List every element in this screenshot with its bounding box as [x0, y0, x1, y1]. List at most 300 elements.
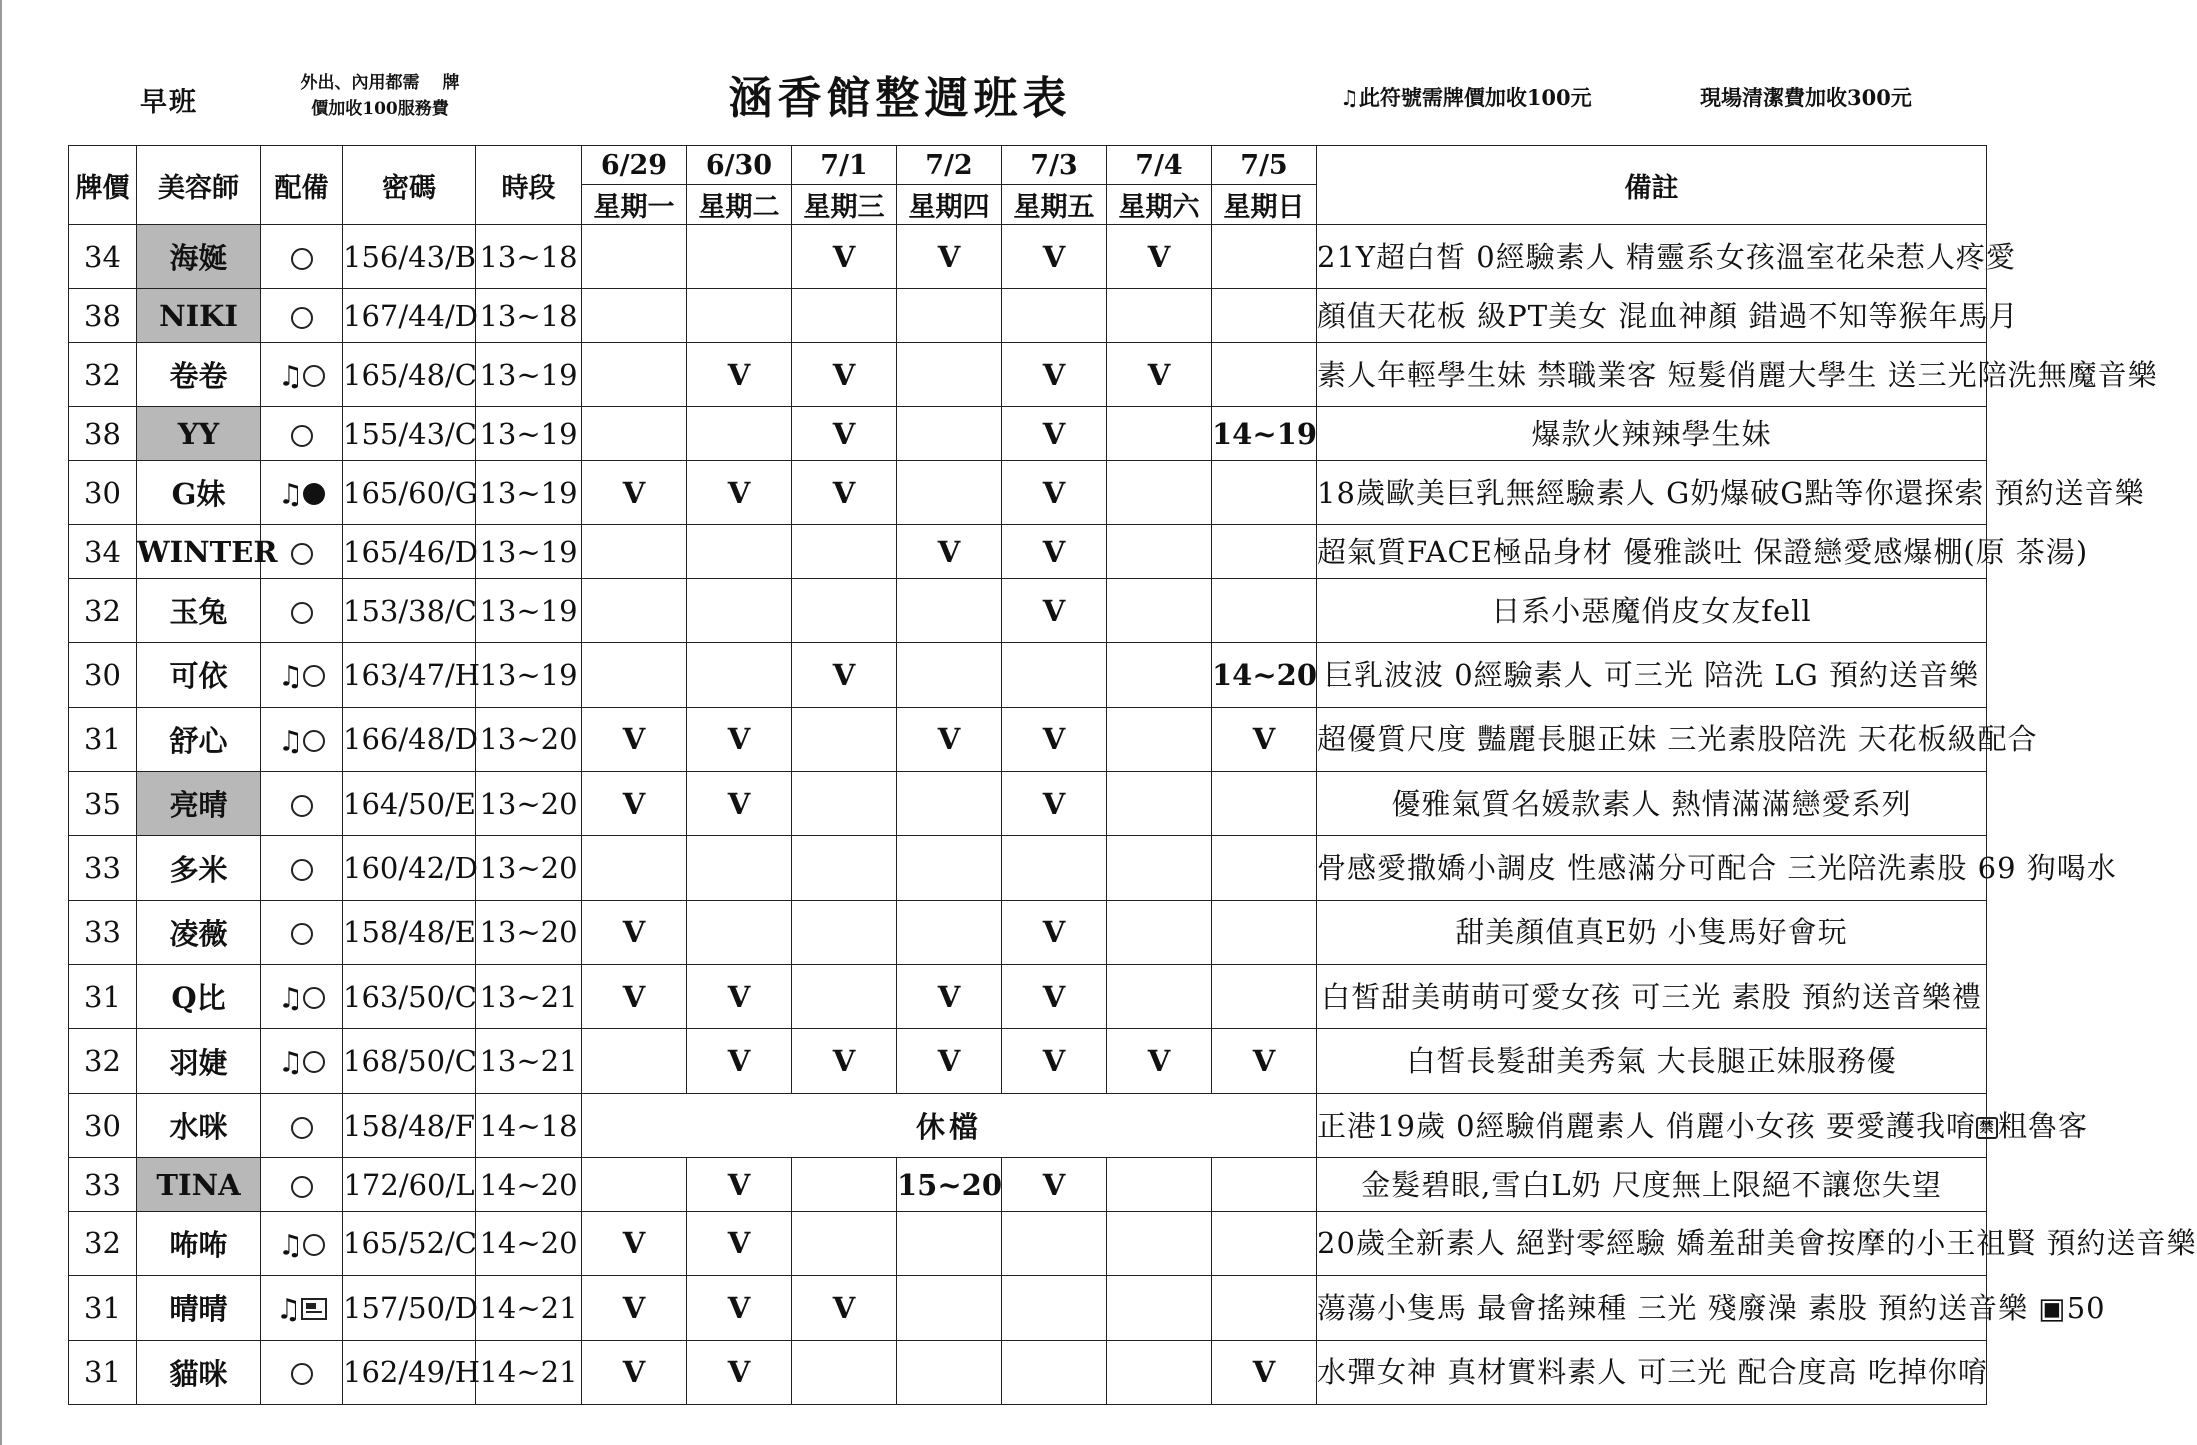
- day-cell: [897, 1340, 1002, 1404]
- time-cell: 14~20: [476, 1158, 582, 1212]
- price-cell: 31: [69, 1276, 137, 1340]
- equip-cell: [261, 1093, 343, 1157]
- code-cell: 157/50/D: [343, 1276, 476, 1340]
- circle-icon: [291, 248, 313, 270]
- music-note-icon: ♫: [277, 477, 304, 511]
- day-cell: V: [582, 1276, 687, 1340]
- name-cell: 玉兔: [137, 578, 261, 642]
- circle-icon: [303, 730, 325, 752]
- day-cell: V: [897, 707, 1002, 771]
- code-cell: 156/43/B: [343, 225, 476, 289]
- name-cell: 貓咪: [137, 1340, 261, 1404]
- day-cell: [1212, 1276, 1317, 1340]
- circle-icon: [303, 987, 325, 1009]
- day-cell: 14~20: [1212, 643, 1317, 707]
- equip-cell: [261, 1158, 343, 1212]
- circle-icon: [291, 1117, 313, 1139]
- day-cell: V: [792, 225, 897, 289]
- day-cell: [687, 225, 792, 289]
- name-cell: Q比: [137, 965, 261, 1029]
- day-cell: V: [1002, 225, 1107, 289]
- remark-cell: 金髮碧眼,雪白L奶 尺度無上限絕不讓您失望: [1317, 1158, 1987, 1212]
- day-cell: V: [687, 1340, 792, 1404]
- schedule-table: [68, 145, 2197, 1405]
- header-remark: 備註: [1317, 146, 1987, 225]
- remark-cell: 甜美顏值真E奶 小隻馬好會玩: [1317, 900, 1987, 964]
- code-cell: 158/48/E: [343, 900, 476, 964]
- code-cell: 163/47/H: [343, 643, 476, 707]
- name-cell: 咘咘: [137, 1211, 261, 1275]
- time-cell: 13~19: [476, 460, 582, 524]
- day-cell: [1107, 772, 1212, 836]
- price-cell: 31: [69, 1340, 137, 1404]
- day-cell: [582, 407, 687, 461]
- day-cell: [1002, 1340, 1107, 1404]
- circle-icon: [291, 307, 313, 329]
- header-date: 7/5: [1212, 146, 1317, 185]
- day-cell: [1107, 407, 1212, 461]
- table-row: [69, 900, 1987, 964]
- time-cell: 13~20: [476, 836, 582, 900]
- day-cell: [1212, 342, 1317, 406]
- day-cell: [1107, 900, 1212, 964]
- day-cell: V: [582, 965, 687, 1029]
- time-cell: 13~21: [476, 1029, 582, 1093]
- day-cell: 15~20: [897, 1158, 1002, 1212]
- day-cell: [582, 1029, 687, 1093]
- page-title: 涵香館整週班表: [728, 73, 1072, 124]
- price-cell: 32: [69, 1211, 137, 1275]
- table-row: [69, 407, 1987, 461]
- day-cell: V: [582, 1211, 687, 1275]
- name-cell: 卷卷: [137, 342, 261, 406]
- remark-cell: 18歲歐美巨乳無經驗素人 G奶爆破G點等你還探索 預約送音樂: [1317, 460, 1987, 524]
- remark-cell: 超優質尺度 豔麗長腿正妹 三光素股陪洗 天花板級配合: [1317, 707, 1987, 771]
- time-cell: 13~20: [476, 707, 582, 771]
- day-cell: V: [792, 460, 897, 524]
- day-cell: [897, 342, 1002, 406]
- price-cell: 32: [69, 342, 137, 406]
- price-cell: 33: [69, 900, 137, 964]
- day-cell: V: [1212, 707, 1317, 771]
- day-cell: [1107, 836, 1212, 900]
- day-cell: V: [1107, 342, 1212, 406]
- table-row: [69, 1340, 1987, 1404]
- time-cell: 13~19: [476, 342, 582, 406]
- day-cell: [1002, 1211, 1107, 1275]
- price-cell: 30: [69, 1093, 137, 1157]
- equip-cell: [261, 900, 343, 964]
- equip-cell: [261, 643, 343, 707]
- day-cell: [1107, 525, 1212, 579]
- day-cell: V: [1002, 1158, 1107, 1212]
- day-cell: V: [897, 525, 1002, 579]
- service-fee-note-line2: 價加收100服務費: [311, 99, 449, 119]
- day-cell: V: [582, 707, 687, 771]
- day-cell: [1212, 772, 1317, 836]
- equip-cell: [261, 772, 343, 836]
- day-cell: [897, 1211, 1002, 1275]
- day-cell: V: [582, 1340, 687, 1404]
- name-cell: 舒心: [137, 707, 261, 771]
- day-cell: [1107, 707, 1212, 771]
- header-date: 7/2: [897, 146, 1002, 185]
- price-cell: 30: [69, 643, 137, 707]
- day-cell: V: [1002, 772, 1107, 836]
- table-row: [69, 578, 1987, 642]
- day-cell: [687, 525, 792, 579]
- day-cell: [582, 643, 687, 707]
- remark-cell: 21Y超白皙 0經驗素人 精靈系女孩溫室花朵惹人疼愛: [1317, 225, 1987, 289]
- equip-cell: [261, 407, 343, 461]
- code-cell: 158/48/F: [343, 1093, 476, 1157]
- day-cell: [897, 900, 1002, 964]
- time-cell: 13~20: [476, 900, 582, 964]
- equip-cell: [261, 225, 343, 289]
- equip-cell: [261, 965, 343, 1029]
- time-cell: 13~21: [476, 965, 582, 1029]
- table-row: [69, 772, 1987, 836]
- day-cell: V: [792, 1276, 897, 1340]
- day-cell: [582, 289, 687, 343]
- day-cell: 14~19: [1212, 407, 1317, 461]
- table-row: [69, 225, 1987, 289]
- day-cell: V: [687, 772, 792, 836]
- cleaning-fee-note: 現場清潔費加收300元: [1700, 85, 1912, 110]
- name-cell: 凌薇: [137, 900, 261, 964]
- shift-label: 早班: [140, 87, 198, 118]
- header-weekday: 星期三: [792, 185, 897, 225]
- day-cell: [897, 1276, 1002, 1340]
- day-cell: [792, 965, 897, 1029]
- day-cell: [1212, 225, 1317, 289]
- equip-cell: [261, 342, 343, 406]
- header-weekday: 星期六: [1107, 185, 1212, 225]
- day-cell: [792, 525, 897, 579]
- day-cell: V: [1002, 900, 1107, 964]
- price-cell: 33: [69, 1158, 137, 1212]
- day-cell: [1107, 460, 1212, 524]
- price-cell: 35: [69, 772, 137, 836]
- name-cell: TINA: [137, 1158, 261, 1212]
- code-cell: 165/48/C: [343, 342, 476, 406]
- day-cell: [792, 836, 897, 900]
- price-cell: 33: [69, 836, 137, 900]
- code-cell: 153/38/C: [343, 578, 476, 642]
- name-cell: WINTER: [137, 525, 261, 579]
- day-cell: V: [792, 1029, 897, 1093]
- name-cell: 多米: [137, 836, 261, 900]
- equip-cell: [261, 1340, 343, 1404]
- day-cell: [582, 342, 687, 406]
- equip-cell: [261, 1029, 343, 1093]
- time-cell: 13~19: [476, 525, 582, 579]
- day-cell: [1002, 643, 1107, 707]
- circle-icon: [291, 602, 313, 624]
- equip-cell: [261, 578, 343, 642]
- service-fee-note-line1: 外出、內用都需 牌: [300, 73, 460, 93]
- day-cell: V: [1002, 407, 1107, 461]
- day-cell: [792, 1211, 897, 1275]
- day-cell: [792, 1158, 897, 1212]
- music-note-icon: ♫: [277, 981, 304, 1015]
- time-cell: 14~21: [476, 1340, 582, 1404]
- day-cell: V: [792, 407, 897, 461]
- time-cell: 13~19: [476, 407, 582, 461]
- table-row: [69, 1093, 1987, 1157]
- day-cell: [1107, 965, 1212, 1029]
- circle-icon: [291, 425, 313, 447]
- day-cell: V: [687, 1158, 792, 1212]
- day-cell: V: [1107, 225, 1212, 289]
- circle-icon: [291, 859, 313, 881]
- time-cell: 13~19: [476, 643, 582, 707]
- day-cell: [687, 289, 792, 343]
- table-row: [69, 342, 1987, 406]
- code-cell: 165/46/D: [343, 525, 476, 579]
- table-row: [69, 1029, 1987, 1093]
- remark-cell: 白皙甜美萌萌可愛女孩 可三光 素股 預約送音樂禮: [1317, 965, 1987, 1029]
- code-cell: 172/60/L: [343, 1158, 476, 1212]
- day-cell: V: [687, 965, 792, 1029]
- music-note-icon: ♫: [277, 724, 304, 758]
- day-cell: [792, 578, 897, 642]
- remark-cell: 水彈女神 真材實料素人 可三光 配合度高 吃掉你唷: [1317, 1340, 1987, 1404]
- day-cell: [582, 836, 687, 900]
- time-cell: 14~20: [476, 1211, 582, 1275]
- day-cell: [1212, 1211, 1317, 1275]
- day-cell: [1212, 460, 1317, 524]
- table-row: [69, 836, 1987, 900]
- remark-cell: 巨乳波波 0經驗素人 可三光 陪洗 LG 預約送音樂: [1317, 643, 1987, 707]
- name-cell: 水咪: [137, 1093, 261, 1157]
- time-cell: 13~20: [476, 772, 582, 836]
- remark-cell: [1317, 1093, 2089, 1157]
- day-cell: V: [897, 225, 1002, 289]
- header-date: 6/30: [687, 146, 792, 185]
- code-cell: 168/50/C: [343, 1029, 476, 1093]
- music-note-icon: ♫: [277, 1045, 304, 1079]
- code-cell: 165/52/C: [343, 1211, 476, 1275]
- header-date: 7/4: [1107, 146, 1212, 185]
- day-cell: [1212, 836, 1317, 900]
- time-cell: 14~18: [476, 1093, 582, 1157]
- circle-icon: [303, 1051, 325, 1073]
- day-cell: V: [582, 772, 687, 836]
- off-cell: 休檔: [582, 1093, 1317, 1157]
- day-cell: [1107, 1158, 1212, 1212]
- day-cell: V: [582, 460, 687, 524]
- music-note-icon: ♫: [277, 1228, 304, 1262]
- header-date: 6/29: [582, 146, 687, 185]
- header-date: 7/3: [1002, 146, 1107, 185]
- day-cell: [687, 836, 792, 900]
- code-cell: 165/60/G: [343, 460, 476, 524]
- price-cell: 32: [69, 1029, 137, 1093]
- day-cell: [897, 578, 1002, 642]
- day-cell: [1212, 1158, 1317, 1212]
- day-cell: V: [687, 1276, 792, 1340]
- name-cell: 晴晴: [137, 1276, 261, 1340]
- day-cell: V: [897, 1029, 1002, 1093]
- header-code: 密碼: [343, 146, 476, 225]
- id-card-icon: [301, 1298, 327, 1320]
- price-cell: 34: [69, 225, 137, 289]
- circle-icon: [291, 1363, 313, 1385]
- circle-icon: [303, 665, 325, 687]
- day-cell: V: [1212, 1340, 1317, 1404]
- day-cell: [897, 407, 1002, 461]
- filled-circle-icon: [303, 483, 325, 505]
- day-cell: [792, 772, 897, 836]
- code-cell: 164/50/E: [343, 772, 476, 836]
- day-cell: [1212, 578, 1317, 642]
- day-cell: [792, 289, 897, 343]
- music-note-icon: ♫: [275, 1292, 302, 1326]
- code-cell: 160/42/D: [343, 836, 476, 900]
- day-cell: V: [1002, 578, 1107, 642]
- header-time: 時段: [476, 146, 582, 225]
- day-cell: V: [792, 643, 897, 707]
- price-cell: 38: [69, 289, 137, 343]
- day-cell: [1002, 836, 1107, 900]
- time-cell: 13~18: [476, 225, 582, 289]
- day-cell: [1107, 1340, 1212, 1404]
- day-cell: V: [897, 965, 1002, 1029]
- day-cell: [792, 1340, 897, 1404]
- code-cell: 155/43/C: [343, 407, 476, 461]
- table-row: [69, 1276, 1987, 1340]
- header-weekday: 星期四: [897, 185, 1002, 225]
- name-cell: NIKI: [137, 289, 261, 343]
- price-cell: 30: [69, 460, 137, 524]
- name-cell: 海娫: [137, 225, 261, 289]
- table-row: [69, 643, 1987, 707]
- table-row: [69, 1211, 1987, 1275]
- day-cell: V: [1002, 965, 1107, 1029]
- day-cell: [687, 900, 792, 964]
- header-weekday: 星期一: [582, 185, 687, 225]
- day-cell: [582, 525, 687, 579]
- day-cell: V: [687, 1211, 792, 1275]
- day-cell: V: [687, 707, 792, 771]
- day-cell: [897, 460, 1002, 524]
- remark-cell: 日系小惡魔俏皮女友fell: [1317, 578, 1987, 642]
- day-cell: [897, 643, 1002, 707]
- music-note-icon: ♫: [277, 659, 304, 693]
- table-row: [69, 707, 1987, 771]
- circle-icon: [291, 923, 313, 945]
- service-fee-note: [270, 70, 490, 122]
- code-cell: 167/44/D: [343, 289, 476, 343]
- name-cell: 亮晴: [137, 772, 261, 836]
- day-cell: V: [1002, 342, 1107, 406]
- name-cell: 可依: [137, 643, 261, 707]
- remark-cell: 20歲全新素人 絕對零經驗 嬌羞甜美會按摩的小王祖賢 預約送音樂: [1317, 1211, 1987, 1275]
- day-cell: [687, 407, 792, 461]
- day-cell: [897, 772, 1002, 836]
- day-cell: [792, 707, 897, 771]
- price-cell: 31: [69, 707, 137, 771]
- header-weekday: 星期日: [1212, 185, 1317, 225]
- time-cell: 13~19: [476, 578, 582, 642]
- day-cell: V: [1002, 1029, 1107, 1093]
- remark-cell: 優雅氣質名媛款素人 熱情滿滿戀愛系列: [1317, 772, 1987, 836]
- time-cell: 14~21: [476, 1276, 582, 1340]
- header-name: 美容師: [137, 146, 261, 225]
- table-row: [69, 525, 1987, 579]
- table-row: [69, 289, 1987, 343]
- header-weekday: 星期二: [687, 185, 792, 225]
- time-cell: 13~18: [476, 289, 582, 343]
- remark-cell: 超氣質FACE極品身材 優雅談吐 保證戀愛感爆棚(原 茶湯): [1317, 525, 1987, 579]
- day-cell: [582, 1158, 687, 1212]
- remark-cell: 白皙長髮甜美秀氣 大長腿正妹服務優: [1317, 1029, 1987, 1093]
- code-cell: 162/49/H: [343, 1340, 476, 1404]
- circle-icon: [291, 543, 313, 565]
- remark-cell: 素人年輕學生妹 禁職業客 短髮俏麗大學生 送三光陪洗無魔音樂: [1317, 342, 1987, 406]
- day-cell: [1212, 965, 1317, 1029]
- name-cell: YY: [137, 407, 261, 461]
- table-row: [69, 1158, 1987, 1212]
- day-cell: [687, 643, 792, 707]
- day-cell: [687, 578, 792, 642]
- day-cell: [1212, 525, 1317, 579]
- price-cell: 32: [69, 578, 137, 642]
- code-cell: 166/48/D: [343, 707, 476, 771]
- music-note-surcharge: ♫此符號需牌價加收100元: [1340, 85, 1592, 110]
- price-cell: 34: [69, 525, 137, 579]
- name-cell: 羽婕: [137, 1029, 261, 1093]
- day-cell: [1107, 578, 1212, 642]
- header-weekday: 星期五: [1002, 185, 1107, 225]
- circle-icon: [291, 1176, 313, 1198]
- day-cell: V: [687, 1029, 792, 1093]
- day-cell: V: [1002, 707, 1107, 771]
- remark-cell: 爆款火辣辣學生妹: [1317, 407, 1987, 461]
- day-cell: V: [1002, 460, 1107, 524]
- day-cell: V: [582, 900, 687, 964]
- day-cell: [1002, 1276, 1107, 1340]
- equip-cell: [261, 460, 343, 524]
- equip-cell: [261, 836, 343, 900]
- circle-icon: [303, 1234, 325, 1256]
- remark-cell: 顏值天花板 級PT美女 混血神顏 錯過不知等猴年馬月: [1317, 289, 1987, 343]
- equip-cell: [261, 1211, 343, 1275]
- day-cell: [1002, 289, 1107, 343]
- header-price: 牌價: [69, 146, 137, 225]
- day-cell: [1212, 900, 1317, 964]
- table-row: [69, 965, 1987, 1029]
- day-cell: [792, 900, 897, 964]
- music-note-icon: ♫: [277, 359, 304, 393]
- day-cell: V: [687, 460, 792, 524]
- page-edge: [0, 0, 2, 1445]
- name-cell: G妹: [137, 460, 261, 524]
- day-cell: [897, 836, 1002, 900]
- equip-cell: [261, 289, 343, 343]
- remark-cell: 骨感愛撒嬌小調皮 性感滿分可配合 三光陪洗素股 69 狗喝水: [1317, 836, 1987, 900]
- remark-text: 正港19歲 0經驗俏麗素人 俏麗小女孩 要愛護我唷: [1317, 1108, 1977, 1143]
- day-cell: V: [1107, 1029, 1212, 1093]
- day-cell: [1107, 643, 1212, 707]
- header-date: 7/1: [792, 146, 897, 185]
- day-cell: V: [792, 342, 897, 406]
- day-cell: [1107, 1211, 1212, 1275]
- day-cell: [582, 578, 687, 642]
- schedule-rows: [69, 225, 2197, 1405]
- ban-icon: 禁: [1976, 1117, 1998, 1139]
